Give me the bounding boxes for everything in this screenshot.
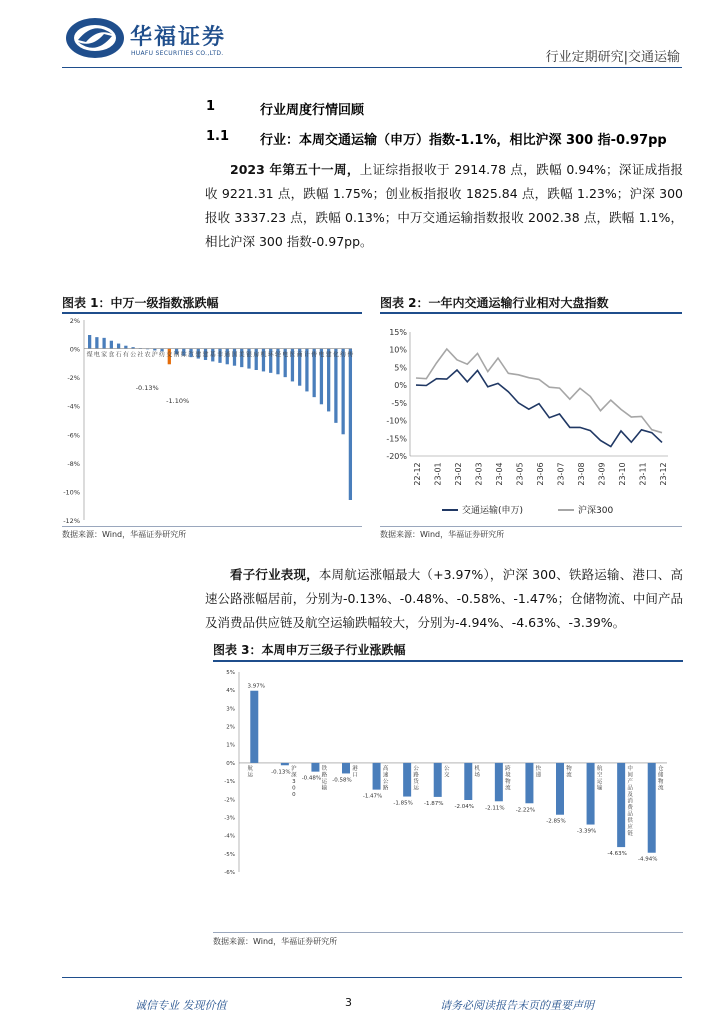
category-label: 计 [303, 351, 310, 359]
category-label: 机 [260, 351, 267, 359]
category-label: 建 [325, 351, 332, 359]
bar [95, 337, 98, 348]
category-label: 社 [137, 351, 144, 359]
bar [373, 763, 381, 790]
category-label: 铁路运输 [321, 765, 328, 792]
bar [88, 335, 91, 349]
bar [334, 349, 337, 423]
legend-label: 沪深300 [578, 506, 614, 516]
chart-industry-returns [62, 314, 362, 524]
y-tick-label: -5% [391, 398, 407, 408]
data-label: -0.48% [301, 775, 322, 782]
y-tick-label: -4% [224, 833, 235, 840]
paragraph-lead: 2023 年第五十一周， [230, 162, 360, 177]
category-label: 公交 [443, 765, 450, 779]
y-tick-label: 15% [389, 328, 407, 337]
bar [403, 763, 411, 797]
category-label: 有 [122, 351, 129, 359]
legend-label: 交通运输(申万) [462, 506, 524, 516]
data-label: -2.04% [454, 804, 475, 810]
footer-disclaimer: 请务必阅读报告末页的重要声明 [440, 999, 594, 1012]
category-label: 建 [202, 351, 209, 359]
y-tick-label: -15% [386, 434, 407, 444]
x-tick-label: 23-02 [454, 462, 463, 486]
category-label: 电 [93, 351, 100, 359]
y-tick-label: -10% [63, 488, 80, 497]
data-label: -1.47% [362, 793, 383, 800]
bar [281, 763, 289, 765]
category-label: 沪 [151, 351, 158, 359]
figure-3-source: 数据来源：Wind，华福证券研究所 [213, 937, 338, 946]
x-tick-label: 23-09 [597, 462, 607, 486]
category-label: 医 [289, 351, 296, 359]
category-label: 电 [282, 351, 289, 359]
category-label: 跨境物流 [505, 765, 511, 792]
company-logo-icon [64, 16, 126, 60]
x-tick-label: 22-12 [413, 462, 422, 486]
figure-1-bottom-rule [62, 526, 362, 527]
y-tick-label: 4% [226, 688, 235, 695]
section-title: 行业周度行情回顾 [260, 103, 365, 118]
series-line [416, 349, 662, 433]
bar [342, 349, 345, 435]
y-tick-label: -1% [224, 779, 235, 786]
footer-slogan: 诚信专业 发现价值 [135, 999, 227, 1012]
report-type: 行业定期研究|交通运输 [545, 50, 680, 65]
y-tick-label: -20% [386, 452, 407, 461]
bar [349, 349, 352, 500]
category-label: 基 [209, 351, 216, 359]
subsection-title: 行业：本周交通运输（申万）指数-1.1%，相比沪深 300 指-0.97pp [260, 133, 667, 148]
x-tick-label: 23-06 [536, 462, 545, 486]
category-label: 化 [332, 351, 339, 359]
data-label: -4.94% [637, 856, 658, 863]
category-label: 石 [115, 351, 122, 359]
figure-2-title: 图表 2：一年内交通运输行业相对大盘指数 [380, 296, 609, 310]
x-tick-label: 23-10 [618, 462, 627, 486]
category-label: 汽 [188, 351, 195, 359]
bar [434, 763, 442, 797]
bar [102, 338, 105, 349]
bar [117, 344, 120, 349]
bar [556, 763, 564, 815]
y-tick-label: 10% [389, 345, 407, 355]
x-tick-label: 23-11 [638, 462, 648, 486]
category-label: 快递 [535, 765, 542, 779]
category-label: 物流 [566, 765, 572, 779]
category-label: 高速公路 [382, 765, 389, 792]
y-tick-label: 5% [226, 670, 235, 676]
x-tick-label: 23-07 [556, 462, 566, 486]
category-label: 食 [108, 351, 115, 359]
y-tick-label: -12% [63, 517, 80, 524]
data-label: -1.85% [393, 800, 413, 807]
category-label: 机场 [474, 765, 481, 779]
category-label: 交 [166, 351, 173, 359]
figure-3-title: 图表 3：本周申万三级子行业涨跌幅 [213, 643, 406, 657]
category-label: 传 [311, 351, 318, 359]
category-label: 纺 [159, 351, 166, 359]
data-label: -1.10% [166, 396, 190, 405]
paragraph-lead: 看子行业表现， [230, 567, 319, 582]
y-tick-label: -8% [67, 459, 80, 468]
chart-relative-index [380, 314, 682, 524]
bar [311, 763, 319, 772]
category-label: 银 [245, 351, 252, 359]
bar [587, 763, 595, 825]
category-label: 通 [224, 351, 231, 359]
data-label: -0.58% [332, 777, 352, 784]
y-tick-label: 0% [394, 381, 407, 391]
category-label: 建 [195, 351, 202, 359]
category-label: 公路货运 [413, 765, 419, 792]
bar [464, 763, 472, 800]
y-tick-label: -10% [386, 416, 407, 426]
figure-1-source: 数据来源：Wind，华福证券研究所 [62, 530, 187, 539]
category-label: 煤 [86, 351, 93, 359]
category-label: 港口 [352, 765, 358, 779]
x-tick-label: 23-12 [659, 462, 668, 486]
header-divider [62, 67, 682, 68]
category-label: 家 [101, 351, 108, 359]
category-label: 美 [238, 351, 245, 359]
data-label: -1.87% [423, 800, 444, 807]
category-label: 仓储物流 [657, 765, 664, 792]
category-label: 轻 [274, 351, 281, 359]
paragraph-body: 本周航运涨幅最大（+3.97%），沪深 300、铁路运输、港口、高速公路涨幅居前，分别为-0.13%、-0.48%、-0.58%、-1.47%；仓储物流、中间产品及消费品供应链及航空运输跌幅较大，分别为-4.94%、-4.63%、-3.39%。 [205, 567, 683, 630]
bar [342, 763, 350, 774]
data-label: 3.97% [247, 683, 266, 690]
x-tick-label: 23-05 [515, 462, 525, 486]
data-label: -3.39% [576, 828, 597, 835]
y-tick-label: -6% [67, 431, 80, 440]
category-label: 商 [296, 351, 303, 359]
market-summary-paragraph [205, 158, 683, 254]
category-label: 公 [130, 351, 137, 359]
data-label: -2.85% [546, 818, 566, 825]
category-label: 电 [318, 351, 325, 359]
category-label: 综 [180, 351, 187, 359]
y-tick-label: -5% [224, 851, 235, 858]
category-label: 钢 [173, 351, 180, 359]
category-label: 航运 [247, 765, 254, 779]
category-label: 传 [347, 351, 354, 359]
category-label: 纺 [340, 351, 347, 359]
y-tick-label: 0% [226, 760, 235, 767]
y-tick-label: 1% [226, 742, 235, 749]
figure-2-bottom-rule [380, 526, 682, 527]
bar [495, 763, 503, 801]
data-label: -2.22% [515, 807, 536, 814]
footer-divider [62, 977, 682, 978]
category-label: 环 [267, 351, 274, 359]
series-line [416, 370, 662, 447]
category-label: 中间产品及消费品供应链 [627, 765, 633, 837]
figure-3-bottom-rule [213, 932, 683, 933]
figure-2-source: 数据来源：Wind，华福证券研究所 [380, 530, 505, 539]
x-tick-label: 23-04 [495, 462, 504, 486]
company-name: 华福证券 [130, 24, 227, 50]
subsection-number: 1.1 [206, 129, 230, 144]
y-tick-label: -4% [67, 402, 80, 411]
y-tick-label: -2% [67, 374, 80, 383]
data-label: -0.13% [135, 384, 159, 392]
figure-1-title: 图表 1：中万一级指数涨跌幅 [62, 296, 219, 310]
category-label: 航空运输 [596, 765, 603, 792]
subindustry-paragraph [205, 563, 683, 635]
data-label: -2.11% [485, 805, 505, 812]
section-number: 1 [206, 99, 216, 114]
y-tick-label: 3% [226, 706, 235, 713]
chart-subindustry-returns [213, 664, 683, 930]
category-label: 农 [144, 351, 151, 359]
paragraph-body: 上证综指报收于 2914.78 点，跌幅 0.94%；深证成指报收 9221.31 点，跌幅 1.75%；创业板指报收 1825.84 点，跌幅 1.23%；沪深 300 报收 3337.23 点，跌幅 0.13%；中万交通运输指数报收 2002.38 点，跌幅 1.1%，相比沪深 300 指数-0.97pp。 [205, 162, 683, 249]
y-tick-label: -2% [224, 797, 235, 804]
bar [110, 341, 113, 349]
category-label: 沪深 3 0 0 [291, 765, 297, 798]
x-tick-label: 23-08 [577, 462, 586, 486]
figure-3-rule [213, 660, 683, 662]
category-label: 房 [253, 351, 260, 359]
y-tick-label: 2% [226, 724, 235, 731]
y-tick-label: -6% [224, 870, 235, 876]
y-tick-label: 5% [394, 363, 407, 373]
bar [617, 763, 625, 847]
data-label: -0.13% [271, 769, 291, 776]
bar [250, 691, 258, 763]
bar [525, 763, 533, 803]
bar [124, 346, 127, 349]
category-label: 国 [231, 351, 238, 359]
page-number: 3 [345, 996, 352, 1009]
company-name-en: HUAFU SECURITIES CO.,LTD. [131, 50, 224, 57]
x-tick-label: 23-01 [433, 462, 443, 486]
y-tick-label: 2% [69, 317, 80, 325]
data-label: -4.63% [607, 851, 627, 858]
y-tick-label: -3% [224, 815, 235, 822]
category-label: 非 [217, 351, 224, 359]
y-tick-label: 0% [69, 345, 80, 354]
x-tick-label: 23-03 [474, 462, 484, 486]
bar [648, 763, 656, 853]
